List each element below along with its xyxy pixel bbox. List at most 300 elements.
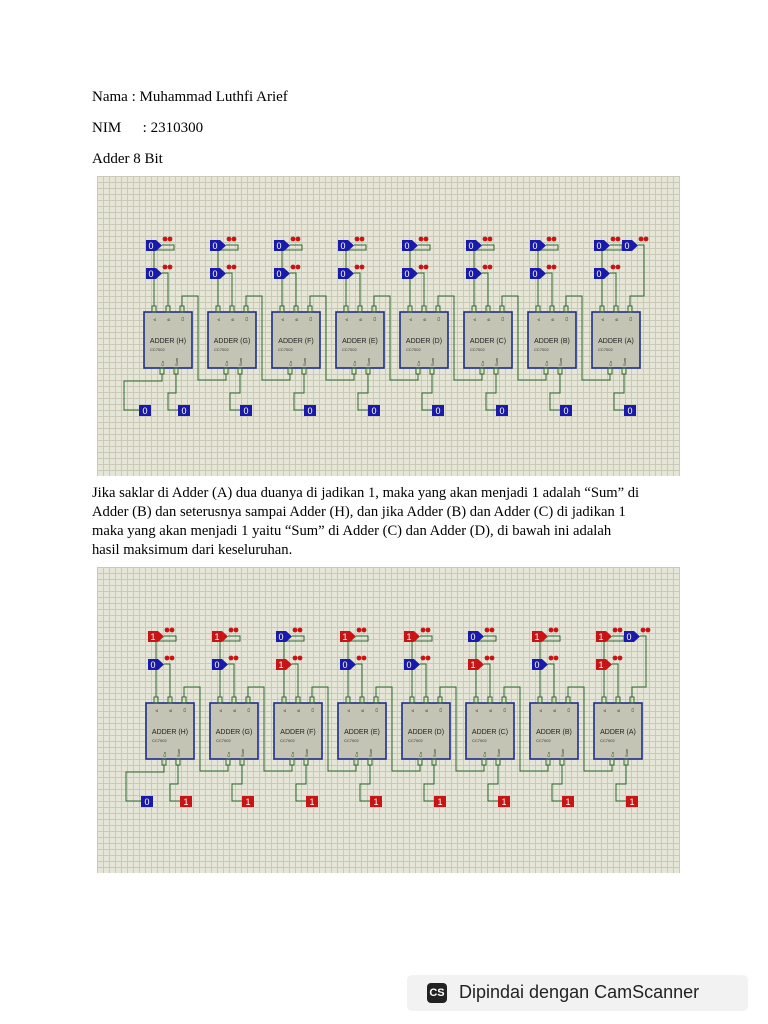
- pin-label: Co: [482, 751, 487, 757]
- logic-value: 0: [406, 660, 412, 670]
- wire: [632, 636, 646, 697]
- toggle-dot: [163, 265, 168, 270]
- probe-value: 0: [307, 406, 313, 416]
- pin-bottom: [418, 759, 422, 765]
- name-line: Nama : Muhammad Luthfi Arief: [92, 89, 288, 105]
- probe-value: 0: [142, 406, 148, 416]
- toggle-dot: [547, 265, 552, 270]
- logic-value: 0: [340, 269, 346, 279]
- pin-label: B: [614, 318, 619, 321]
- probe-value: 0: [435, 406, 441, 416]
- adder-label: ADDER (H): [149, 338, 187, 345]
- pin-bottom: [482, 759, 486, 765]
- logic-value: 0: [212, 241, 218, 251]
- adder-part: CC7002: [342, 347, 357, 352]
- pin-label: Sum: [304, 748, 309, 757]
- section-title: Adder 8 Bit: [92, 151, 163, 167]
- pin-top: [438, 697, 442, 703]
- pin-top: [374, 697, 378, 703]
- pin-label: B: [166, 318, 171, 321]
- adder-label: ADDER (G): [213, 338, 251, 345]
- wire: [420, 664, 426, 697]
- wire: [168, 374, 178, 410]
- toggle-dot: [165, 656, 170, 661]
- toggle-dot: [644, 237, 649, 242]
- pin-label: Co: [288, 360, 293, 366]
- toggle-dot: [293, 656, 298, 661]
- pin-bottom: [174, 368, 178, 374]
- pin-label: B: [486, 318, 491, 321]
- toggle-dot: [616, 265, 621, 270]
- toggle-dot: [549, 628, 554, 633]
- pin-label: Sum: [368, 748, 373, 757]
- toggle-dot: [426, 628, 431, 633]
- pin-bottom: [304, 759, 308, 765]
- logic-arrow: [348, 268, 354, 279]
- toggle-dot: [618, 628, 623, 633]
- pin-bottom: [240, 759, 244, 765]
- camscanner-logo-icon: CS: [427, 983, 447, 1003]
- pin-label: Ci: [630, 708, 635, 712]
- logic-value: 1: [150, 632, 156, 642]
- pin-top: [346, 697, 350, 703]
- schematic-1-canvas: [97, 176, 680, 476]
- pin-label: Ci: [566, 708, 571, 712]
- probe-value: 1: [183, 797, 189, 807]
- pin-bottom: [160, 368, 164, 374]
- adder-part: CC7002: [406, 347, 421, 352]
- adder-label: ADDER (A): [598, 338, 634, 345]
- toggle-dot: [611, 237, 616, 242]
- toggle-dot: [488, 265, 493, 270]
- adder-part: CC7002: [278, 347, 293, 352]
- schematic-2-canvas: [97, 567, 680, 873]
- pin-top: [616, 697, 620, 703]
- toggle-dot: [490, 628, 495, 633]
- pin-label: A: [154, 709, 159, 712]
- toggle-dot: [227, 265, 232, 270]
- adder-part: CC7002: [408, 738, 423, 743]
- logic-arrow: [220, 268, 226, 279]
- logic-arrow: [156, 268, 162, 279]
- toggle-dot: [234, 656, 239, 661]
- wire: [418, 273, 424, 306]
- logic-value: 0: [404, 241, 410, 251]
- adder-part: CC7002: [152, 738, 167, 743]
- pin-top: [154, 697, 158, 703]
- pin-bottom: [226, 759, 230, 765]
- toggle-dot: [298, 656, 303, 661]
- logic-value: 0: [276, 241, 282, 251]
- pin-top: [614, 306, 618, 312]
- pin-label: Ci: [180, 317, 185, 321]
- adder-label: ADDER (B): [534, 338, 570, 345]
- pin-label: A: [600, 318, 605, 321]
- logic-arrow: [632, 240, 638, 251]
- logic-value: 0: [468, 269, 474, 279]
- pin-top: [344, 306, 348, 312]
- toggle-dot: [360, 237, 365, 242]
- adder-label: ADDER (E): [342, 338, 378, 345]
- camscanner-text: Dipindai dengan CamScanner: [459, 982, 700, 1002]
- logic-value: 1: [598, 660, 604, 670]
- toggle-dot: [616, 237, 621, 242]
- toggle-dot: [419, 265, 424, 270]
- adder-label: ADDER (G): [215, 729, 253, 736]
- pin-label: Sum: [174, 357, 179, 366]
- toggle-dot: [554, 656, 559, 661]
- pin-top: [536, 306, 540, 312]
- pin-top: [372, 306, 376, 312]
- wire: [290, 273, 296, 306]
- logic-arrow: [540, 240, 546, 251]
- pin-bottom: [544, 368, 548, 374]
- pin-label: B: [168, 709, 173, 712]
- toggle-dot: [483, 265, 488, 270]
- adder-part: CC7002: [536, 738, 551, 743]
- pin-bottom: [622, 368, 626, 374]
- wire: [550, 374, 560, 410]
- logic-value: 1: [342, 632, 348, 642]
- wire: [296, 765, 306, 801]
- pin-label: Ci: [182, 708, 187, 712]
- pin-bottom: [238, 368, 242, 374]
- adder-part: CC7002: [600, 738, 615, 743]
- adder-label: ADDER (C): [471, 729, 509, 736]
- logic-arrow: [350, 631, 356, 642]
- wire: [424, 765, 434, 801]
- logic-arrow: [286, 631, 292, 642]
- pin-label: A: [282, 709, 287, 712]
- toggle-dot: [232, 237, 237, 242]
- toggle-dot: [552, 265, 557, 270]
- toggle-dot: [165, 628, 170, 633]
- pin-top: [424, 697, 428, 703]
- paragraph-line: hasil maksimum dari keseluruhan.: [92, 542, 293, 558]
- logic-arrow: [606, 631, 612, 642]
- pin-label: Ci: [502, 708, 507, 712]
- paragraph-line: maka yang akan menjadi 1 yaitu “Sum” di Adder (C) dan Adder (D), di bawah ini adalah: [92, 523, 612, 539]
- pin-label: Co: [546, 751, 551, 757]
- pin-label: A: [472, 318, 477, 321]
- pin-label: Sum: [496, 748, 501, 757]
- pin-label: A: [474, 709, 479, 712]
- pin-label: Co: [226, 751, 231, 757]
- toggle-dot: [641, 628, 646, 633]
- toggle-dot: [547, 237, 552, 242]
- toggle-dot: [229, 656, 234, 661]
- adder-label: ADDER (D): [407, 729, 445, 736]
- pin-top: [566, 697, 570, 703]
- logic-arrow: [604, 268, 610, 279]
- pin-label: Co: [416, 360, 421, 366]
- wire: [294, 374, 304, 410]
- toggle-dot: [639, 237, 644, 242]
- pin-bottom: [496, 759, 500, 765]
- pin-top: [410, 697, 414, 703]
- pin-bottom: [416, 368, 420, 374]
- wire: [356, 664, 362, 697]
- schematic-all-zero: [97, 176, 680, 476]
- toggle-dot: [293, 628, 298, 633]
- probe-value: 1: [245, 797, 251, 807]
- pin-label: Ci: [436, 317, 441, 321]
- pin-label: B: [230, 318, 235, 321]
- pin-top: [538, 697, 542, 703]
- pin-label: Ci: [438, 708, 443, 712]
- pin-top: [474, 697, 478, 703]
- logic-value: 0: [470, 632, 476, 642]
- logic-arrow: [414, 631, 420, 642]
- pin-top: [602, 697, 606, 703]
- toggle-dot: [170, 628, 175, 633]
- wire: [546, 273, 552, 306]
- pin-label: A: [408, 318, 413, 321]
- logic-value: 0: [596, 241, 602, 251]
- toggle-dot: [357, 628, 362, 633]
- pin-label: B: [552, 709, 557, 712]
- pin-label: Sum: [366, 357, 371, 366]
- pin-label: Ci: [372, 317, 377, 321]
- pin-label: Co: [224, 360, 229, 366]
- logic-value: 1: [278, 660, 284, 670]
- pin-bottom: [624, 759, 628, 765]
- adder-label: ADDER (A): [600, 729, 636, 736]
- pin-top: [218, 697, 222, 703]
- pin-top: [182, 697, 186, 703]
- toggle-dot: [613, 628, 618, 633]
- logic-arrow: [412, 268, 418, 279]
- toggle-dot: [355, 265, 360, 270]
- logic-arrow: [156, 240, 162, 251]
- wire: [354, 273, 360, 306]
- explanation-paragraph: [92, 484, 682, 560]
- adder-part: CC7002: [534, 347, 549, 352]
- wire: [360, 765, 370, 801]
- probe-value: 1: [565, 797, 571, 807]
- wire: [616, 765, 626, 801]
- toggle-dot: [234, 628, 239, 633]
- toggle-dot: [362, 628, 367, 633]
- logic-arrow: [604, 240, 610, 251]
- toggle-dot: [490, 656, 495, 661]
- wire: [610, 273, 616, 306]
- toggle-dot: [485, 656, 490, 661]
- pin-label: Ci: [244, 317, 249, 321]
- pin-label: Sum: [622, 357, 627, 366]
- toggle-dot: [483, 237, 488, 242]
- logic-arrow: [286, 659, 292, 670]
- pin-label: A: [280, 318, 285, 321]
- pin-top: [310, 697, 314, 703]
- wire: [232, 765, 242, 801]
- probe-value: 0: [563, 406, 569, 416]
- toggle-dot: [360, 265, 365, 270]
- probe-value: 0: [499, 406, 505, 416]
- pin-label: Co: [480, 360, 485, 366]
- pin-bottom: [224, 368, 228, 374]
- adder-label: ADDER (F): [280, 729, 316, 736]
- pin-bottom: [608, 368, 612, 374]
- pin-bottom: [162, 759, 166, 765]
- logic-arrow: [478, 631, 484, 642]
- wire: [614, 374, 624, 410]
- pin-top: [488, 697, 492, 703]
- nim-value: : 2310300: [142, 120, 204, 136]
- pin-top: [308, 306, 312, 312]
- pin-label: Co: [608, 360, 613, 366]
- adder-part: CC7002: [472, 738, 487, 743]
- pin-top: [564, 306, 568, 312]
- pin-top: [232, 697, 236, 703]
- toggle-dot: [426, 656, 431, 661]
- pin-label: A: [410, 709, 415, 712]
- adder-part: CC7002: [214, 347, 229, 352]
- pin-top: [166, 306, 170, 312]
- pin-label: A: [152, 318, 157, 321]
- pin-label: Co: [418, 751, 423, 757]
- probe-value: 0: [243, 406, 249, 416]
- pin-top: [500, 306, 504, 312]
- pin-top: [630, 697, 634, 703]
- adder-part: CC7002: [344, 738, 359, 743]
- toggle-dot: [296, 237, 301, 242]
- toggle-dot: [357, 656, 362, 661]
- pin-bottom: [176, 759, 180, 765]
- pin-label: Sum: [238, 357, 243, 366]
- pin-top: [486, 306, 490, 312]
- probe-value: 0: [371, 406, 377, 416]
- pin-bottom: [366, 368, 370, 374]
- wire: [230, 374, 240, 410]
- toggle-dot: [424, 237, 429, 242]
- toggle-dot: [168, 237, 173, 242]
- toggle-dot: [362, 656, 367, 661]
- logic-arrow: [222, 659, 228, 670]
- toggle-dot: [296, 265, 301, 270]
- pin-label: A: [346, 709, 351, 712]
- pin-bottom: [610, 759, 614, 765]
- wire: [486, 374, 496, 410]
- pin-label: A: [602, 709, 607, 712]
- adder-part: CC7002: [150, 347, 165, 352]
- pin-top: [152, 306, 156, 312]
- toggle-dot: [424, 265, 429, 270]
- pin-top: [552, 697, 556, 703]
- logic-value: 0: [148, 269, 154, 279]
- wire: [488, 765, 498, 801]
- adder-part: CC7002: [216, 738, 231, 743]
- wire: [226, 273, 232, 306]
- pin-top: [502, 697, 506, 703]
- logic-arrow: [158, 631, 164, 642]
- logic-value: 0: [532, 269, 538, 279]
- toggle-dot: [419, 237, 424, 242]
- logic-arrow: [478, 659, 484, 670]
- camscanner-watermark: [407, 975, 748, 1011]
- pin-label: B: [360, 709, 365, 712]
- pin-label: Ci: [308, 317, 313, 321]
- pin-label: Sum: [176, 748, 181, 757]
- logic-value: 0: [278, 632, 284, 642]
- wire: [482, 273, 488, 306]
- logic-value: 0: [340, 241, 346, 251]
- adder-label: ADDER (F): [278, 338, 314, 345]
- logic-arrow: [348, 240, 354, 251]
- paragraph-line: Jika saklar di Adder (A) dua duanya di jadikan 1, maka yang akan menjadi 1 adalah “Sum” di: [92, 485, 640, 501]
- pin-top: [360, 697, 364, 703]
- probe-value: 1: [629, 797, 635, 807]
- pin-bottom: [354, 759, 358, 765]
- pin-label: B: [232, 709, 237, 712]
- pin-bottom: [432, 759, 436, 765]
- logic-value: 0: [276, 269, 282, 279]
- pin-label: B: [296, 709, 301, 712]
- logic-arrow: [634, 631, 640, 642]
- toggle-dot: [488, 237, 493, 242]
- logic-arrow: [540, 268, 546, 279]
- pin-label: B: [488, 709, 493, 712]
- logic-arrow: [476, 268, 482, 279]
- pin-label: Co: [160, 360, 165, 366]
- logic-value: 0: [404, 269, 410, 279]
- toggle-dot: [170, 656, 175, 661]
- pin-top: [436, 306, 440, 312]
- adder-label: ADDER (D): [405, 338, 443, 345]
- wire: [548, 664, 554, 697]
- pin-bottom: [494, 368, 498, 374]
- pin-top: [600, 306, 604, 312]
- pin-top: [358, 306, 362, 312]
- logic-value: 0: [596, 269, 602, 279]
- logic-arrow: [414, 659, 420, 670]
- pin-label: Ci: [628, 317, 633, 321]
- adder-part: CC7002: [598, 347, 613, 352]
- logic-value: 1: [534, 632, 540, 642]
- pin-top: [472, 306, 476, 312]
- logic-arrow: [542, 659, 548, 670]
- pin-label: B: [616, 709, 621, 712]
- wire: [126, 765, 164, 801]
- probe-value: 0: [627, 406, 633, 416]
- logic-value: 0: [468, 241, 474, 251]
- pin-label: Ci: [500, 317, 505, 321]
- probe-value: 0: [144, 797, 150, 807]
- wire: [484, 664, 490, 697]
- adder-label: ADDER (E): [344, 729, 380, 736]
- logic-arrow: [542, 631, 548, 642]
- pin-label: A: [216, 318, 221, 321]
- logic-arrow: [350, 659, 356, 670]
- logic-arrow: [222, 631, 228, 642]
- pin-bottom: [558, 368, 562, 374]
- wire: [228, 664, 234, 697]
- pin-top: [168, 697, 172, 703]
- logic-value: 0: [342, 660, 348, 670]
- toggle-dot: [291, 237, 296, 242]
- pin-label: Sum: [430, 357, 435, 366]
- toggle-dot: [552, 237, 557, 242]
- logic-value: 0: [624, 241, 630, 251]
- toggle-dot: [611, 265, 616, 270]
- pin-label: Sum: [624, 748, 629, 757]
- wire: [292, 664, 298, 697]
- nim-label: NIM: [92, 120, 122, 136]
- logic-arrow: [412, 240, 418, 251]
- pin-bottom: [352, 368, 356, 374]
- pin-top: [296, 697, 300, 703]
- logic-arrow: [220, 240, 226, 251]
